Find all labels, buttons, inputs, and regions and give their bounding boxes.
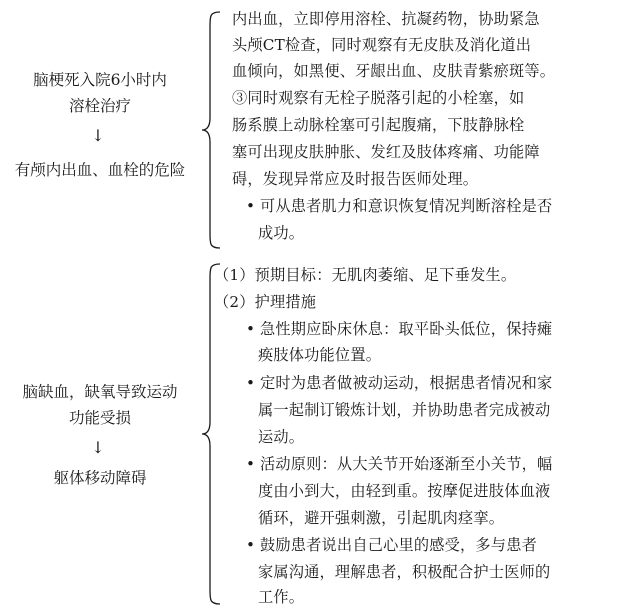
section1-brace bbox=[200, 10, 224, 250]
section1-bullet-line-1: 成功。 bbox=[258, 224, 305, 242]
section1-line-6: 碍，发现异常应及时报告医师处理。 bbox=[232, 170, 479, 188]
section2-bullet-1-text-0: 定时为患者做被动运动，根据患者情况和家 bbox=[260, 374, 553, 392]
section1-line-5: 塞可出现皮肤肿胀、发红及肢体疼痛、功能障 bbox=[232, 143, 540, 161]
bullet-icon: • bbox=[246, 374, 256, 392]
section2-measures-title: （2）护理措施 bbox=[214, 293, 317, 311]
bullet-icon: • bbox=[246, 536, 256, 554]
bullet-icon: • bbox=[246, 320, 256, 338]
section2-bullet-1-line-0 bbox=[246, 370, 552, 396]
section2-bullet-3-line-2: 工作。 bbox=[258, 588, 305, 606]
section2-bullet-0-line-1: 痪肢体功能位置。 bbox=[258, 346, 382, 364]
section2-bullet-2-line-0 bbox=[246, 451, 552, 477]
section2-cause-line1: 脑缺血，缺氧导致运动 bbox=[22, 383, 178, 401]
section2-bullet-2-line-1: 度由小到大，由轻到重。按摩促进肢体血液 bbox=[258, 482, 551, 500]
section2-bullet-0-text-0: 急性期应卧床休息：取平卧头低位，保持瘫 bbox=[260, 320, 553, 338]
section1-line-3: ③同时观察有无栓子脱落引起的小栓塞，如 bbox=[232, 89, 525, 107]
section1-cause-line1: 脑梗死入院6小时内 bbox=[33, 71, 167, 89]
section2-bullet-3-line-1: 家属沟通，理解患者，积极配合护士医师的 bbox=[258, 563, 551, 581]
section2-down-arrow-icon: ↓ bbox=[91, 438, 105, 457]
bullet-icon: • bbox=[246, 197, 256, 215]
section1-down-arrow-icon: ↓ bbox=[91, 126, 105, 145]
section1-bullet-line-0 bbox=[246, 193, 552, 219]
section2-bullet-1-line-2: 运动。 bbox=[258, 428, 305, 446]
section1-nursing-problem: 有颅内出血、血栓的危险 bbox=[14, 161, 186, 179]
section2-cause-line2: 功能受损 bbox=[68, 409, 131, 427]
section2-nursing-problem: 躯体移动障碍 bbox=[53, 469, 147, 487]
section1-line-1: 头颅CT检查，同时观察有无皮肤及消化道出 bbox=[232, 36, 532, 54]
section1-cause-line2: 溶栓治疗 bbox=[68, 97, 131, 115]
section2-bullet-1-line-1: 属一起制订锻炼计划，并协助患者完成被动 bbox=[258, 401, 551, 419]
section2-bullet-3-text-0: 鼓励患者说出自己心里的感受，多与患者 bbox=[260, 536, 537, 554]
section1-line-0: 内出血，立即停用溶栓、抗凝药物，协助紧急 bbox=[232, 10, 540, 28]
section1-line-4: 肠系膜上动脉栓塞可引起腹痛，下肢静脉栓 bbox=[232, 116, 525, 134]
section1-bullet-text-0: 可从患者肌力和意识恢复情况判断溶栓是否 bbox=[260, 197, 553, 215]
section2-bullet-2-text-0: 活动原则：从大关节开始逐渐至小关节，幅 bbox=[260, 455, 553, 473]
section2-bullet-3-line-0 bbox=[246, 532, 537, 558]
section2-goal: （1）预期目标：无肌肉萎缩、足下垂发生。 bbox=[214, 266, 517, 284]
section2-bullet-2-line-2: 循环，避开强刺激，引起肌肉痉挛。 bbox=[258, 509, 505, 527]
bullet-icon: • bbox=[246, 455, 256, 473]
section2-bullet-0-line-0 bbox=[246, 316, 552, 342]
section1-line-2: 血倾向，如黑便、牙龈出血、皮肤青紫瘀斑等。 bbox=[232, 62, 556, 80]
